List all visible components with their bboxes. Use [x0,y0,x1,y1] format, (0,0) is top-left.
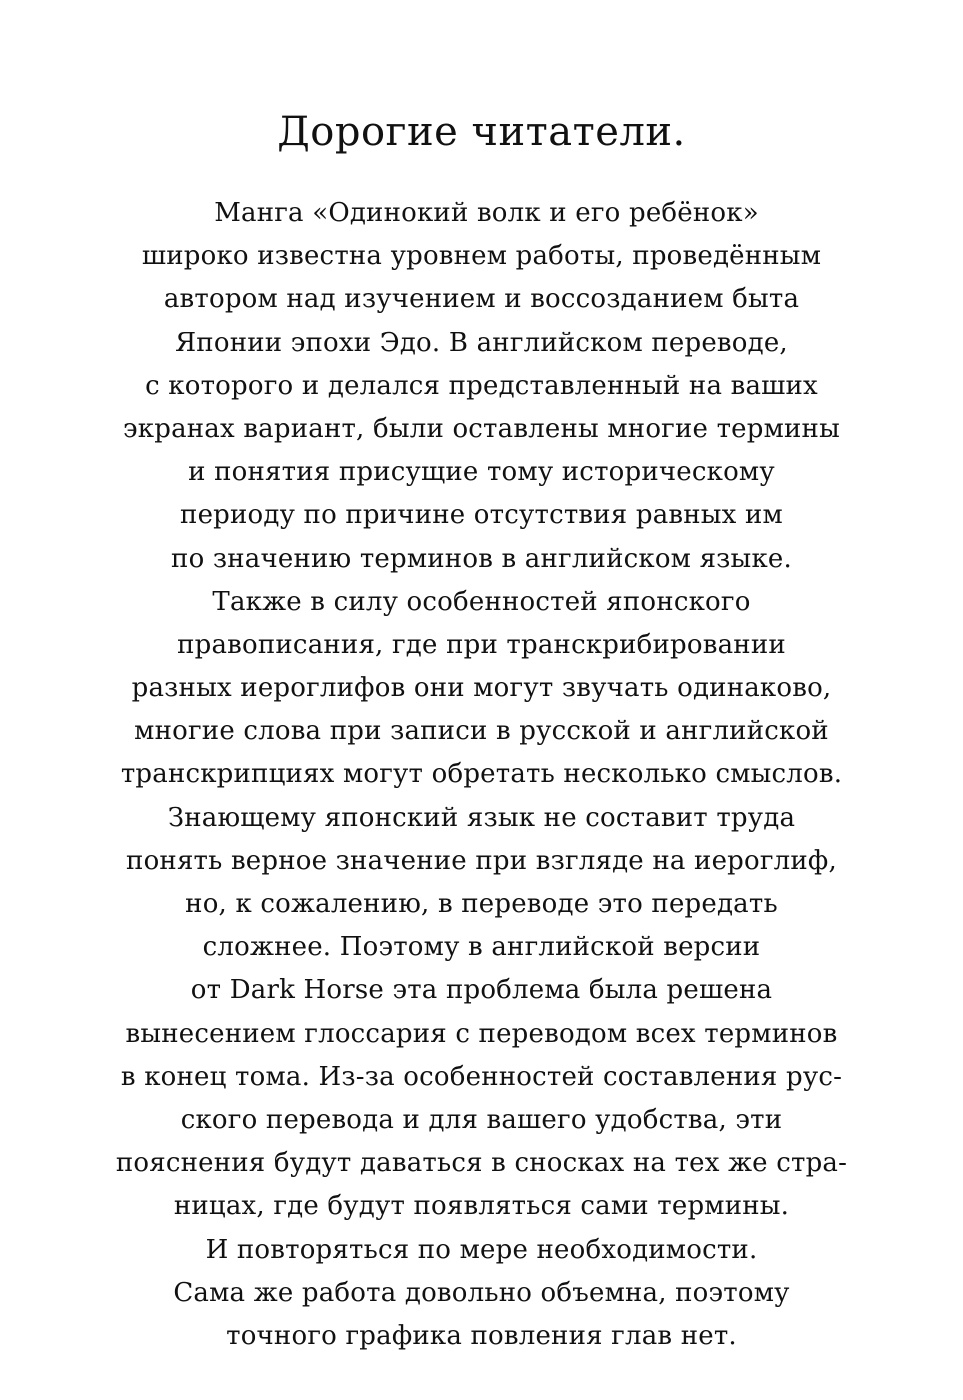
text-line: Знающему японский язык не составит труда [167,802,796,833]
text-line: транскрипциях могут обретать несколько смыслов. [120,759,843,790]
text-line: Манга «Одинокий волк и его ребёнок» [214,198,759,228]
text-line: но, к сожалению, в переводе это передать [185,889,778,919]
text-line: пояснения будут даваться в сносках на тех же стра- [115,1148,848,1179]
text-line: разных иероглифов они могут звучать одинаково, [131,673,832,704]
text-line: вынесением глоссария с переводом всех терминов [125,1018,838,1049]
text-line: Также в силу особенностей японского [212,586,751,617]
text-line: с которого и делался представленный на ваших [145,370,818,401]
text-line: и понятия присущие тому историческому [188,457,775,488]
body-text [0,192,963,1358]
text-line: от Dark Horse эта проблема была решена [190,975,773,1006]
text-line: И повторяться по мере необходимости. [205,1234,758,1265]
text-line: автором над изучением и воссозданием быта [163,284,800,315]
text-line: по значению терминов в английском языке. [171,543,792,574]
text-line: правописания, где при транскрибировании [177,629,786,660]
text-line: ского перевода и для вашего удобства, эти [180,1104,783,1135]
text-line: сложнее. Поэтому в английской версии [202,932,761,963]
text-line: в конец тома. Из-за особенностей составления рус- [120,1061,843,1092]
text-line: многие слова при записи в русской и английской [134,716,829,747]
text-line: понять верное значение при взгляде на иероглиф, [126,845,837,876]
text-line: широко известна уровнем работы, проведённым [141,241,822,272]
text-line: периоду по причине отсутствия равных им [180,500,783,531]
text-line: точного графика повления глав нет. [226,1320,737,1351]
text-line: Японии эпохи Эдо. В английском переводе, [175,327,788,358]
text-line: Сама же работа довольно объемна, поэтому [173,1277,790,1308]
text-line: экранах вариант, были оставлены многие термины [123,413,840,444]
text-line: ницах, где будут появляться сами термины. [173,1191,790,1222]
page-title: Дорогие читатели. [277,109,686,155]
